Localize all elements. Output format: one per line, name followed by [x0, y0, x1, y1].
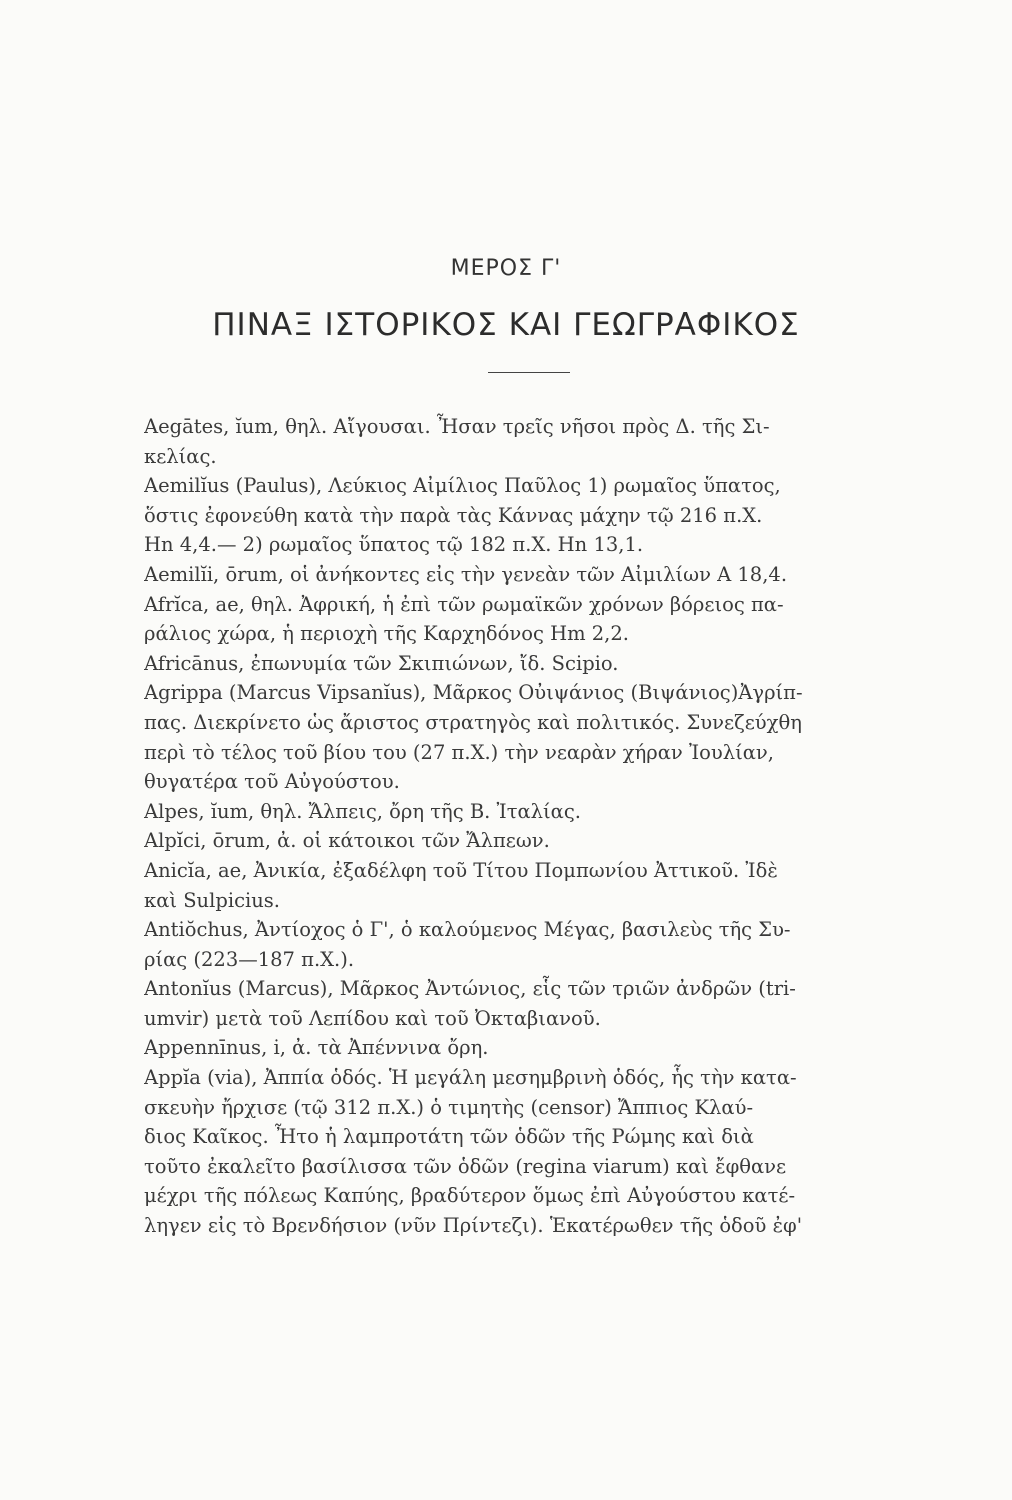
entry-continuation-line: umvir) μετὰ τοῦ Λεπίδου καὶ τοῦ Ὀκταβιανοῦ. — [144, 1006, 601, 1030]
entry-continuation-line: σκευὴν ἤρχισε (τῷ 312 π.Χ.) ὁ τιμητὴς (censor) Ἄππιος Κλαύ- — [144, 1095, 754, 1119]
entry-first-line: Aemilĭi, ōrum, οἱ ἀνήκοντες εἰς τὴν γενεὰν τῶν Αἰμιλίων Α 18,4. — [144, 562, 788, 586]
entry-continuation-line: πας. Διεκρίνετο ὡς ἄριστος στρατηγὸς καὶ πολιτικός. Συνεζεύχθη — [144, 710, 802, 734]
index-entry — [144, 471, 986, 560]
index-entry — [144, 649, 986, 679]
entry-first-line: Africānus, ἐπωνυμία τῶν Σκιπιώνων, ἴδ. Scipio. — [144, 651, 619, 675]
entry-continuation-line: διος Καῖκος. Ἦτο ἡ λαμπροτάτη τῶν ὁδῶν τῆς Ρώμης καὶ διὰ — [144, 1125, 754, 1149]
entry-continuation-line: περὶ τὸ τέλος τοῦ βίου του (27 π.Χ.) τὴν νεαρὰν χήραν Ἰουλίαν, — [144, 740, 774, 764]
index-entries — [144, 412, 986, 1241]
index-entry — [144, 412, 986, 471]
entry-continuation-line: μέχρι τῆς πόλεως Καπύης, βραδύτερον ὅμως ἐπὶ Αὐγούστου κατέ- — [144, 1184, 796, 1208]
index-entry — [144, 856, 986, 915]
entry-continuation-line: ράλιος χώρα, ἡ περιοχὴ τῆς Καρχηδόνος Ηm 2,2. — [144, 622, 629, 646]
entry-first-line: Antonĭus (Marcus), Μᾶρκος Ἀντώνιος, εἷς τῶν τριῶν ἀνδρῶν (tri- — [144, 977, 796, 1001]
entry-continuation-line: ρίας (223—187 π.Χ.). — [144, 947, 355, 971]
entry-first-line: Appĭa (via), Ἀππία ὁδός. Ἡ μεγάλη μεσημβρινὴ ὁδός, ἧς τὴν κατα- — [144, 1066, 797, 1090]
title-divider — [488, 372, 570, 373]
entry-first-line: Agrippa (Marcus Vipsanĭus), Μᾶρκος Οὐιψάνιος (Βιψάνιος)Ἀγρίπ- — [144, 681, 803, 705]
entry-continuation-line: θυγατέρα τοῦ Αὐγούστου. — [144, 770, 400, 794]
entry-first-line: Afrĭca, ae, θηλ. Ἀφρική, ἡ ἐπὶ τῶν ρωμαϊκῶν χρόνων βόρειος πα- — [144, 592, 784, 616]
entry-first-line: Antiŏchus, Ἀντίοχος ὁ Γ', ὁ καλούμενος Μέγας, βασιλεὺς τῆς Συ- — [144, 918, 791, 942]
entry-first-line: Alpes, ĭum, θηλ. Ἄλπεις, ὄρη τῆς Β. Ἰταλίας. — [144, 799, 581, 823]
entry-continuation-line: ὅστις ἐφονεύθη κατὰ τὴν παρὰ τὰς Κάννας μάχην τῷ 216 π.Χ. — [144, 503, 763, 527]
index-entry — [144, 590, 986, 649]
entry-first-line: Anicĭa, ae, Ἀνικία, ἐξαδέλφη τοῦ Τίτου Πομπωνίου Ἀττικοῦ. Ἰδὲ — [144, 858, 778, 882]
index-entry — [144, 1063, 986, 1241]
entry-continuation-line: ληγεν εἰς τὸ Βρενδήσιον (νῦν Πρίντεζι). Ἑκατέρωθεν τῆς ὁδοῦ ἐφ' — [144, 1214, 803, 1238]
index-entry — [144, 974, 986, 1033]
index-entry — [144, 678, 986, 796]
index-entry — [144, 797, 986, 827]
entry-continuation-line: καὶ Sulpicius. — [144, 888, 280, 912]
index-entry — [144, 915, 986, 974]
entry-continuation-line: κελίας. — [144, 444, 217, 468]
entry-first-line: Aemilĭus (Paulus), Λεύκιος Αἰμίλιος Παῦλος 1) ρωμαῖος ὕπατος, — [144, 474, 781, 498]
page-title: ΠΙΝΑΞ ΙΣΤΟΡΙΚΟΣ ΚΑΙ ΓΕΩΓΡΑΦΙΚΟΣ — [212, 307, 800, 343]
entry-first-line: Aegātes, ĭum, θηλ. Αἴγουσαι. Ἦσαν τρεῖς νῆσοι πρὸς Δ. τῆς Σι- — [144, 415, 770, 438]
index-entry — [144, 826, 986, 856]
entry-first-line: Appennīnus, i, ἀ. τὰ Ἀπέννινα ὄρη. — [144, 1036, 489, 1060]
entry-continuation-line: Ηn 4,4.— 2) ρωμαῖος ὕπατος τῷ 182 π.Χ. Ηn 13,1. — [144, 533, 644, 557]
part-heading: ΜΕΡΟΣ Γ' — [450, 256, 562, 281]
entry-first-line: Alpĭci, ōrum, ἀ. οἱ κάτοικοι τῶν Ἄλπεων. — [144, 829, 550, 853]
entry-continuation-line: τοῦτο ἐκαλεῖτο βασίλισσα τῶν ὁδῶν (regina viarum) καὶ ἔφθανε — [144, 1154, 787, 1178]
index-entry — [144, 1033, 986, 1063]
index-entry — [144, 560, 986, 590]
